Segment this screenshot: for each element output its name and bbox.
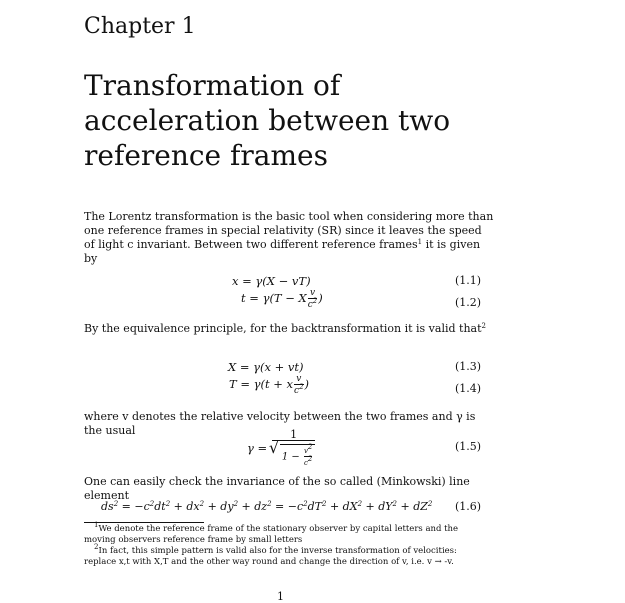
chapter-label: Chapter 1	[84, 14, 196, 39]
equation-number-1-5: (1.5)	[455, 440, 482, 453]
equation-1-1: x = γ(X − vT)	[232, 274, 311, 288]
equation-number-1-4: (1.4)	[455, 382, 482, 395]
equation-1-2: t = γ(T − X $\frac{v}{c^2}$ )	[241, 288, 323, 310]
equation-number-1-6: (1.6)	[455, 500, 482, 513]
equation-1-5: γ = 1 √ 1 − $\frac{v^2}{c^2}$	[247, 430, 316, 468]
title-line-2: acceleration between two	[84, 104, 451, 137]
footnote-ref-2: 2	[481, 322, 486, 330]
chapter-title	[84, 68, 450, 173]
invariance-paragraph: One can easily check the invariance of the so called (Minkowski) line element	[84, 475, 470, 502]
page-number: 1	[277, 590, 284, 603]
footnote-2: $^2$In fact, this simple pattern is valid also for the inverse transformation of velocities: replace x,t with X,T and the other way round and change the direction of v, i.e. v → -v.	[84, 543, 457, 567]
equation-1-3: X = γ(x + vt)	[228, 360, 304, 374]
equation-1-6: $ds^2 = -c^2dt^2 + dx^2 + dy^2 + dz^2 = -c^2dT^2 + dX^2 + dY^2 + dZ^2$	[101, 500, 433, 513]
title-line-3: reference frames	[84, 139, 328, 172]
intro-paragraph: The Lorentz transformation is the basic tool when considering more than one reference frames in special relativity (SR) since it leaves the speed of light c invariant. Between two different reference frames$^1$ it is given by	[84, 210, 494, 265]
footnote-1: $^1$We denote the reference frame of the stationary observer by capital letters and the moving observers reference frame by small letters	[84, 521, 459, 545]
title-line-1: Transformation of	[84, 69, 341, 102]
equation-1-4: T = γ(t + x $\frac{v}{c^2}$ )	[229, 374, 310, 396]
footnote-separator	[84, 522, 204, 523]
equivalence-paragraph: By the equivalence principle, for the backtransformation it is valid that$^2$	[84, 322, 486, 335]
equation-number-1-3: (1.3)	[455, 360, 482, 373]
velocity-paragraph: where v denotes the relative velocity between the two frames and γ is the usual	[84, 410, 476, 437]
footnote-ref-1: 1	[417, 238, 423, 246]
equation-number-1-2: (1.2)	[455, 296, 482, 309]
equation-number-1-1: (1.1)	[455, 274, 482, 287]
